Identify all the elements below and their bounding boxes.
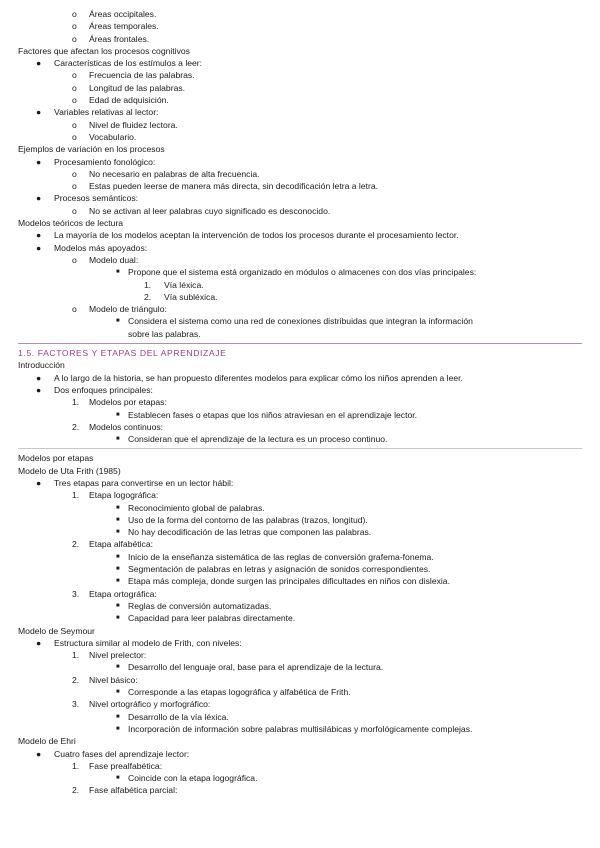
list-marker: ■	[116, 318, 120, 325]
list-item	[0, 396, 600, 408]
line-text: Etapa alfabética:	[89, 539, 154, 550]
list-marker: ■	[116, 553, 120, 560]
list-marker: ■	[116, 269, 120, 276]
list-marker: 1.	[72, 650, 80, 661]
line-text: No se activan al leer palabras cuyo significado es desconocido.	[89, 205, 331, 216]
list-item	[0, 57, 600, 69]
list-item	[0, 20, 600, 32]
list-marker: o	[72, 9, 77, 19]
line-text: Establecen fases o etapas que los niños atraviesan en el aprendizaje lector.	[128, 409, 418, 420]
line-text: Modelo dual:	[89, 254, 139, 265]
line-text: Modelo de Ehri	[18, 736, 76, 747]
list-marker: 1.	[144, 279, 152, 290]
line-text: Longitud de las palabras.	[89, 82, 186, 93]
line-text: Nivel prelector:	[89, 650, 147, 661]
line-text: La mayoría de los modelos aceptan la intervención de todos los procesos durante el procesamiento lector.	[54, 230, 459, 241]
line-text: Vocabulario.	[89, 131, 137, 142]
heading-line	[0, 217, 600, 229]
list-item	[0, 649, 600, 661]
list-item	[0, 279, 600, 291]
list-marker: ●	[36, 637, 42, 648]
list-item	[0, 477, 600, 489]
line-text: Estas pueden leerse de manera más directa, sin decodificación letra a letra.	[89, 181, 379, 192]
line-text: Fase alfabética parcial:	[89, 785, 178, 796]
list-item	[0, 372, 600, 384]
section-divider	[18, 343, 582, 344]
list-marker: ■	[116, 411, 120, 418]
list-item	[0, 254, 600, 266]
line-text: Reglas de conversión automatizadas.	[128, 600, 272, 611]
list-item	[0, 637, 600, 649]
list-item	[0, 514, 600, 526]
line-text: Propone que el sistema está organizado en módulos o almacenes con dos vías principales:	[128, 267, 477, 278]
line-text: Frecuencia de las palabras.	[89, 70, 195, 81]
line-text: Nivel básico:	[89, 674, 138, 685]
list-item	[0, 711, 600, 723]
list-marker: o	[72, 119, 77, 130]
list-marker: ●	[36, 748, 42, 759]
list-item	[0, 33, 600, 45]
list-item	[0, 502, 600, 514]
line-text: Vía subléxica.	[164, 291, 218, 302]
list-marker: ■	[116, 436, 120, 443]
list-item	[0, 328, 600, 340]
list-marker: ■	[116, 725, 120, 732]
line-text: Cuatro fases del aprendizaje lector:	[54, 748, 190, 759]
list-item	[0, 600, 600, 612]
line-text: A lo largo de la historia, se han propuesto diferentes modelos para explicar cómo los niños aprenden a leer.	[54, 372, 463, 383]
line-text: Tres etapas para convertirse en un lector hábil:	[54, 477, 234, 488]
list-item	[0, 784, 600, 796]
list-marker: o	[72, 21, 77, 32]
list-marker: ●	[36, 58, 42, 69]
line-text: Modelos teóricos de lectura	[18, 218, 124, 229]
line-text: Inicio de la enseñanza sistemática de las reglas de conversión grafema-fonema.	[128, 551, 434, 562]
list-marker: ●	[36, 156, 42, 167]
list-marker: ■	[116, 713, 120, 720]
line-text: Áreas temporales.	[89, 21, 159, 32]
list-item	[0, 421, 600, 433]
line-text: Nivel de fluidez lectora.	[89, 119, 178, 130]
list-marker: o	[72, 131, 77, 142]
list-marker: 3.	[72, 588, 80, 599]
list-marker: 1.	[72, 490, 80, 501]
list-item	[0, 156, 600, 168]
list-marker: o	[72, 70, 77, 81]
list-item	[0, 266, 600, 278]
list-item	[0, 575, 600, 587]
list-item	[0, 242, 600, 254]
list-item	[0, 82, 600, 94]
line-text: Dos enfoques principales:	[54, 384, 153, 395]
list-marker: ●	[36, 242, 42, 253]
line-text: sobre las palabras.	[128, 328, 201, 339]
list-item	[0, 538, 600, 550]
list-item	[0, 131, 600, 143]
list-marker: o	[72, 82, 77, 93]
list-item	[0, 180, 600, 192]
list-marker: ●	[36, 372, 42, 383]
line-text: No hay decodificación de las letras que componen las palabras.	[128, 527, 372, 538]
line-text: Nivel ortográfico y morfográfico:	[89, 699, 211, 710]
list-marker: 3.	[72, 699, 80, 710]
list-item	[0, 588, 600, 600]
list-item	[0, 723, 600, 735]
document-page	[0, 8, 600, 797]
list-item	[0, 315, 600, 327]
line-text: Factores que afectan los procesos cognitivos	[18, 45, 190, 56]
introduction-block	[0, 359, 600, 445]
line-text: Modelos por etapas:	[89, 397, 167, 408]
line-text: Modelo de Seymour	[18, 625, 95, 636]
line-text: Etapa ortográfica:	[89, 588, 157, 599]
list-item	[0, 384, 600, 396]
line-text: Uso de la forma del contorno de las palabras (trazos, longitud).	[128, 514, 368, 525]
list-item	[0, 563, 600, 575]
list-item	[0, 686, 600, 698]
list-item	[0, 612, 600, 624]
list-marker: o	[72, 95, 77, 106]
subsection-divider	[18, 448, 582, 449]
line-text: Variables relativas al lector:	[54, 107, 159, 118]
list-marker: ■	[116, 578, 120, 585]
list-item	[0, 433, 600, 445]
heading-line	[0, 143, 600, 155]
list-item	[0, 106, 600, 118]
list-item	[0, 303, 600, 315]
heading-line	[0, 359, 600, 371]
line-text: Desarrollo de la vía léxica.	[128, 711, 229, 722]
list-marker: ●	[36, 477, 42, 488]
line-text: Ejemplos de variación en los procesos	[18, 144, 165, 155]
list-marker: 2.	[72, 785, 80, 796]
list-marker: 1.	[72, 760, 80, 771]
line-text: Considera el sistema como una red de conexiones distribuidas que integran la información	[128, 316, 473, 327]
line-text: Estructura similar al modelo de Frith, con niveles:	[54, 637, 242, 648]
line-text: Desarrollo del lenguaje oral, base para el aprendizaje de la lectura.	[128, 662, 384, 673]
section-title: 1.5. FACTORES Y ETAPAS DEL APRENDIZAJE	[18, 348, 227, 359]
heading-line	[0, 465, 600, 477]
list-item	[0, 674, 600, 686]
list-item	[0, 205, 600, 217]
list-item	[0, 8, 600, 20]
list-item	[0, 291, 600, 303]
line-text: Etapa más compleja, donde surgen las principales dificultades en niños con dislexia.	[128, 576, 450, 587]
list-item	[0, 94, 600, 106]
list-marker: ■	[116, 516, 120, 523]
list-marker: ●	[36, 384, 42, 395]
list-item	[0, 526, 600, 538]
list-item	[0, 192, 600, 204]
list-item	[0, 69, 600, 81]
line-text: Capacidad para leer palabras directamente.	[128, 613, 296, 624]
stage-models-block	[0, 452, 600, 796]
heading-line	[0, 625, 600, 637]
list-marker: o	[72, 304, 77, 315]
line-text: Procesos semánticos:	[54, 193, 139, 204]
list-marker: 2.	[144, 291, 152, 302]
list-marker: ■	[116, 504, 120, 511]
line-text: Segmentación de palabras en letras y asignación de sonidos correspondientes.	[128, 564, 431, 575]
list-item	[0, 168, 600, 180]
list-marker: ■	[116, 529, 120, 536]
line-text: Fase prealfabética:	[89, 760, 163, 771]
list-marker: ■	[116, 602, 120, 609]
list-item	[0, 229, 600, 241]
line-text: Edad de adquisición.	[89, 95, 169, 106]
list-item	[0, 760, 600, 772]
line-text: Modelos por etapas	[18, 453, 94, 464]
line-text: Reconocimiento global de palabras.	[128, 502, 265, 513]
list-item	[0, 489, 600, 501]
list-item	[0, 698, 600, 710]
heading-line	[0, 45, 600, 57]
line-text: Áreas occipitales.	[89, 9, 157, 19]
list-marker: o	[72, 33, 77, 44]
list-marker: ■	[116, 566, 120, 573]
list-marker: o	[72, 205, 77, 216]
line-text: Vía léxica.	[164, 279, 204, 290]
list-item	[0, 409, 600, 421]
list-marker: ■	[116, 664, 120, 671]
line-text: Modelo de Uta Frith (1985)	[18, 465, 121, 476]
line-text: Áreas frontales.	[89, 33, 150, 44]
line-text: Incorporación de información sobre palabras multisilábicas y morfológicamente complejas.	[128, 723, 473, 734]
cognitive-processes-block	[0, 8, 600, 340]
list-item	[0, 119, 600, 131]
heading-line	[0, 735, 600, 747]
list-marker: o	[72, 254, 77, 265]
line-text: No necesario en palabras de alta frecuencia.	[89, 168, 260, 179]
line-text: Corresponde a las etapas logográfica y alfabética de Frith.	[128, 687, 351, 698]
line-text: Modelo de triángulo:	[89, 304, 167, 315]
line-text: Introducción	[18, 360, 65, 371]
heading-line	[0, 452, 600, 464]
list-item	[0, 661, 600, 673]
list-marker: ●	[36, 193, 42, 204]
line-text: Coincide con la etapa logográfica.	[128, 773, 258, 784]
line-text: Procesamiento fonológico:	[54, 156, 156, 167]
list-item	[0, 551, 600, 563]
list-marker: 2.	[72, 421, 80, 432]
list-marker: ●	[36, 107, 42, 118]
line-text: Modelos más apoyados:	[54, 242, 148, 253]
list-item	[0, 772, 600, 784]
line-text: Características de los estímulos a leer:	[54, 58, 203, 69]
list-marker: ■	[116, 689, 120, 696]
line-text: Consideran que el aprendizaje de la lectura es un proceso continuo.	[128, 434, 388, 445]
list-item	[0, 748, 600, 760]
line-text: Modelos continuos:	[89, 421, 164, 432]
list-marker: 2.	[72, 674, 80, 685]
list-marker: o	[72, 168, 77, 179]
list-marker: ■	[116, 775, 120, 782]
list-marker: ■	[116, 615, 120, 622]
list-marker: o	[72, 181, 77, 192]
list-marker: ●	[36, 230, 42, 241]
list-marker: 2.	[72, 539, 80, 550]
line-text: Etapa logográfica:	[89, 490, 159, 501]
list-marker: 1.	[72, 397, 80, 408]
